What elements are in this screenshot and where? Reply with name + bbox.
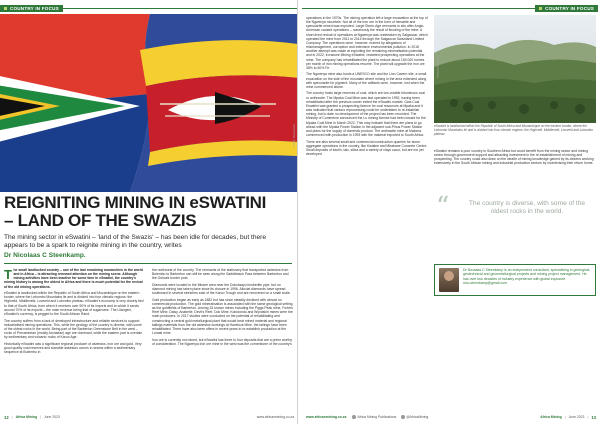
body-paragraph: operations in the 1970s. The mining operation left a large excavation at the top of the Ngwenya mountain. Not all of the iron ore in the form of hematite and specularite mined was exported. Large Stone-Age remnants in situ after Anglo-American caused operations – notoriously the result of flooding of the mine. A short-lived revival of operations at Ngwenya was undertaken by Salgaocar, which operated the mine from 2011 to 2014 through the Salgaocar Swaziland Limited Company. The operations were, however, marred by allegations of mismanagement, corruption and extensive environmental pollution. In 2018 another attempt was made at exploiting the remaining mineralisation potential and in 2022, Ironstone Mining eSwatini, restarted prospecting operations at the mine. The company has rehabilitated the plant to reduce about 150 000 tonnes per month of iron mining operations resume. The plant will upgrade the iron ore 48% to 60% Fe. [306,16,428,70]
left-page [0,0,298,424]
photo-credit: Credit: Shutterstock [436,55,439,78]
body-paragraph: eSwatini is landlocked within the Republic of South Africa and Mozambique on the eastern border, where the Lebombo Mountains lie and is divided into four climatic regions: the Highveld, Middleveld, Lowveld and Lubombo plateau. eSwatini's economy is very closely tied to that of South Africa, from which it receives over 90% of its imports and to which it sends around 70% of its exports – the main revenue being that of sugarcane. The Lilangeni, eSwatini's currency, is pegged to the South African Rand. [4,291,144,316]
footer-url[interactable]: www.africanmining.co.za [256,415,294,419]
standfirst: The mining sector in eSwatini – 'land of the Swazis' – has been idle for decades, but there appears to be a spark to reignite mining in the country, writes [4,234,267,249]
issue-date: June 2023 [43,415,60,419]
facebook-icon [352,415,356,419]
page-number: 13 [591,414,596,420]
headline-line-2: – LAND OF THE SWAZIS [4,211,197,230]
body-paragraph: The country hosts large reserves of coal, which are low-volatile bituminous coal or anthracite. The Mpaka Coal Mine was last operated in 1992, having been rehabilitated after the previous owner exited the eSwatini market. Gwa Coal Eswatini was granted a prospecting licence for coal resources at Mpaka and it was indicated that various reprocessing could be undertaken to re-establish mining, but to date no development of the project has been recorded. The Ministry of Commerce announced the Lu mining license had been issued for the Mpaka Coal Mine in March 2022. This may indicate that there are plans to go ahead with the Mpaka Power Station in the adjacent sub-Pinus Power Station and plans for the supply of domestic product. The anthracite mine at Maloma commenced with production in 1993 with the material exported to South Africa. [306,91,426,137]
section-header [0,4,298,13]
body-paragraph: the northwest of the country. The remnants of the stationary that transported asbestos from Bulembu to Barberton can still be seen along the Saddleback Pass between Barberton and the Oshoek border post. [152,268,289,281]
author-avatar [439,268,459,292]
issue-date: June 2023 [568,415,585,419]
section-rule [302,8,535,9]
body-paragraph: eSwatini remains a poor country in Southern Africa but could benefit from the mining sector and mining sector through government support and attracting investment in the re-establishment of mining and prospecting. The country could also draw on the wealth of mining knowledge gained by its citizens working extensively in the South African mining and industrial production sectors by incentivising their return home. [434,149,594,166]
magazine-name: Africa Mining [15,415,38,419]
right-page [302,0,600,424]
footer-url[interactable]: www.africanmining.co.za [306,415,347,419]
body-paragraph: Historically eSwatini was a significant regional producer of asbestos, iron ore and gold. Very good quality coal reserves and sizeable asbestos occurs in seams within a sedimentary sequence at Bulembu in [4,341,142,354]
quote-mark-icon: “ [436,192,450,222]
lead-paragraph: The small landlocked country – one of the last remaining monarchies in the world and in Africa – is attracting renewed attention on the mining scene. Although mining activities have been inactive for some time in eSwatini, the country's mining history is among the oldest in Africa and there is much potential for the revival of the old mining operations. [4,266,143,289]
body-paragraph: The Ngwenya mine also hosts a UNESCO site and the Lion Cavern site, a small excavation on the side of the mountain where mining in the area extended along with specularite for pigment. Many of the artifacts were, however, lost when the mine commenced above. [306,72,427,89]
body-paragraph: Diamonds were located in the Mbane area near the Dokolwayo kimberlite pipe, but no diamond mining has taken place since its closure in 1996. Alluvial diamonds have spread southward in several stretches east of the Karoo Trough and are recovered on a small scale. [152,282,291,296]
hero-flags-image [0,14,298,192]
headline-divider [4,263,292,264]
left-column-2 [152,268,294,348]
left-footer: 12 | Africa Mining | June 2023 www.africanmining.co.za [4,414,294,420]
section-tag: COUNTRY IN FOCUS [535,5,598,12]
photo-credit: Credit: Shutterstock [293,124,296,147]
photo-caption: eSwatini is landlocked within the Republic of South Africa and Mozambique on the eastern border, where the Lebombo Mountains lie and is divided into four climatic regions: the Highveld, Middleveld, Lowveld and Lubombo plateau. [434,124,593,136]
page-number: 12 [4,414,9,420]
landscape-photo [434,15,596,123]
flags-illustration [0,14,298,192]
section-header [302,4,598,13]
twitter-icon [401,415,405,419]
south-africa-flag-icon [0,14,150,192]
author-bio-box [434,264,596,296]
left-column-1 [4,268,144,357]
social-links [352,415,428,419]
body-paragraph: The country suffers from a lack of developed infrastructure and reliable services to support industrialised mining operations. This, while the geology of the country is diverse, with some of the oldest rocks in the world. Being part of the Barberton Greenstone Belt in the west – rocks of Precambrian (mostly Archaean) age are dominant, while the eastern part is overlain by sedimentary and volcanic rocks of Karoo Age. [4,318,143,340]
pull-quote-text: The country is diverse, with some of the oldest rocks in the world. [468,200,586,216]
eswatini-flag-icon [130,14,298,192]
section-rule [63,8,298,9]
body-paragraph: There are also several small and commercial construction quarries for stone aggregate operations in the country, like Kwaliee and Mbabane Concrete Centre. Small deposits of kaolin, talc, silica and a variety of clays occur, but are not yet developed. [306,139,428,157]
section-tag: COUNTRY IN FOCUS [0,5,63,12]
right-column-2 [434,149,596,168]
dropcap: T [4,266,12,282]
headline-line-1: REIGNITING MINING IN eSWATINI [4,193,267,212]
right-footer: www.africanmining.co.za Africa Mining Publications @AfricaMining Africa Mining | June 2023 | 13 [306,414,596,420]
magazine-name: Africa Mining [540,415,562,419]
article-headline [4,194,298,230]
body-paragraph: Gold production began as early as 1882 but has since steadily declined with almost no commercial production. The gold mineralisation is associated with the same geological setting as the goldfields of Barberton. Among 33 known mines including the Piggs Peak mine, Forbes Reef Mine, Daisy, Anabelle, Devil's Reef, Dok Mine, Kobolondo and Wyndskin mines were the main producers. In 2017 studies were conducted on the potential of rehabilitating and constructing a central gold metallurgical plant that would treat mined material and regional tailings materials from the old asbestos workings at Havelock Mine, the tailings have been rehabilitated. There have also been offers in recent years to re-establish production at the Lomati mine. [152,297,293,335]
body-paragraph: Iron ore is currently not mined, but eSwatini has three to four deposits that are a prime worthy of consideration. The Ngwenya iron ore mine in the west was the cornerstone of the country's [152,337,293,346]
pull-quote [434,192,596,256]
byline: Dr Nicolaas C Steenkamp. [4,252,86,259]
social-twitter[interactable]: @AfricaMining [401,415,428,419]
social-facebook[interactable]: Africa Mining Publications [352,415,396,419]
mountain-landscape-illustration [434,15,596,123]
right-column-1 [306,16,428,159]
author-bio-text: Dr Nicolaas C Steenkamp is an independent consultant, specialising in geological, geotechnical and geometallurgical projects and mining project management. He has over two decades of industry experience with global exposure. nico.steenkamp@gmail.com [463,268,591,285]
